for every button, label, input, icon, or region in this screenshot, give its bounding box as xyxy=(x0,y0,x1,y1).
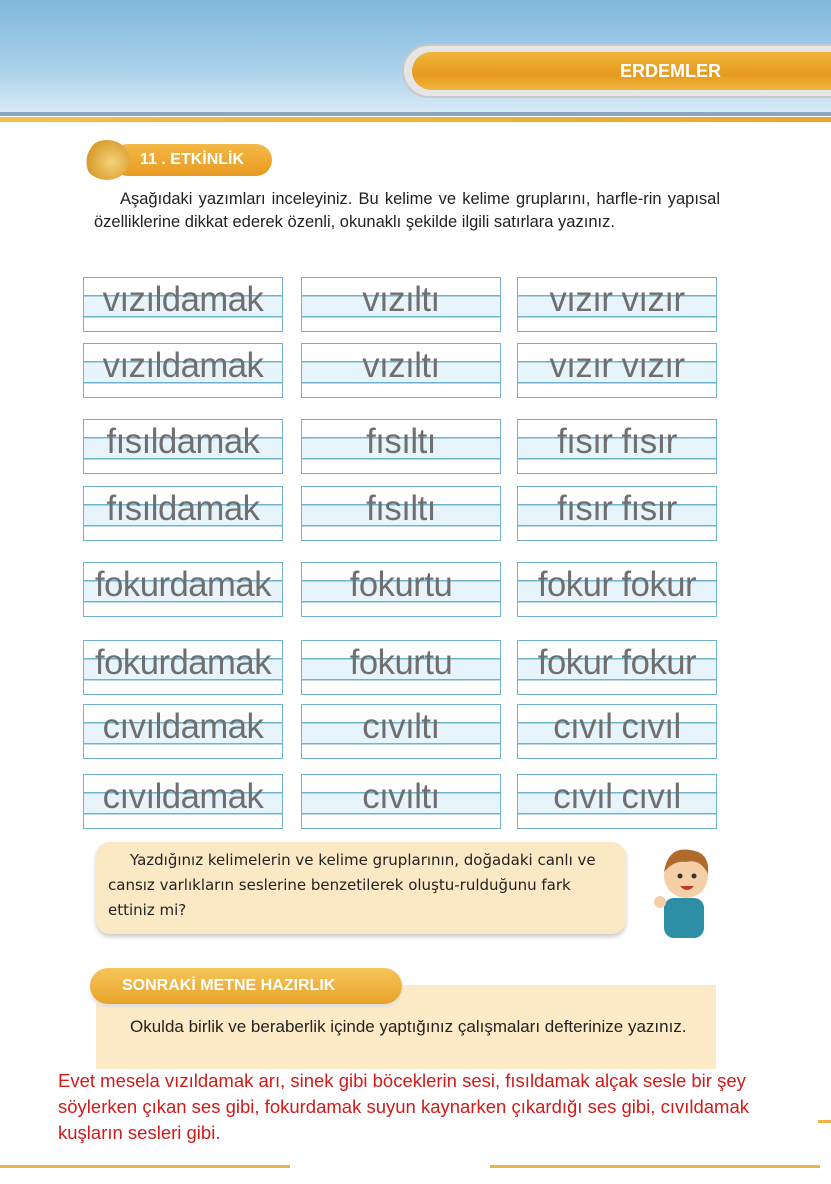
chapter-title: ERDEMLER xyxy=(412,52,831,90)
word: cıvıl cıvıl xyxy=(553,777,681,816)
bubble-text: Yazdığınız kelimelerin ve kelime gruplarının, doğadaki canlı ve cansız varlıkların seslerine benzetilerek oluştu-rulduğunu fark ettiniz mi? xyxy=(108,851,596,919)
writing-box xyxy=(83,486,283,541)
activity-label: 11 . ETKİNLİK xyxy=(112,144,272,176)
speech-bubble xyxy=(96,842,626,934)
writing-box xyxy=(517,419,717,474)
writing-box xyxy=(301,343,501,398)
word: fokurdamak xyxy=(94,643,272,682)
writing-box xyxy=(517,640,717,695)
word: vızıldamak xyxy=(102,346,264,385)
handwritten-answer: Evet mesela vızıldamak arı, sinek gibi böceklerin sesi, fısıldamak alçak sesle bir şey söylerken çıkan ses gibi, fokurdamak suyun kaynarken çıkardığı ses gibi, cıvıldamak kuşların sesleri gibi. xyxy=(58,1070,749,1143)
writing-box xyxy=(301,640,501,695)
word: vızır vızır xyxy=(549,280,685,319)
word: fısır fısır xyxy=(557,489,677,528)
word: fokur fokur xyxy=(537,565,697,604)
word: cıvıltı xyxy=(362,707,440,746)
activity-instruction xyxy=(94,188,720,234)
chapter-badge xyxy=(402,44,831,98)
writing-box xyxy=(517,704,717,759)
next-text-paragraph: Okulda birlik ve beraberlik içinde yaptığınız çalışmaları defterinize yazınız. xyxy=(130,1017,687,1036)
word: vızır vızır xyxy=(549,346,685,385)
writing-box xyxy=(83,774,283,829)
writing-box xyxy=(83,343,283,398)
writing-box xyxy=(517,774,717,829)
word: fısıldamak xyxy=(106,422,260,461)
next-text-body xyxy=(106,1013,712,1040)
activity-icon xyxy=(84,140,130,180)
writing-box xyxy=(83,640,283,695)
footer-line xyxy=(818,1120,831,1123)
writing-box xyxy=(517,343,717,398)
word: fokurdamak xyxy=(94,565,272,604)
word: fokur fokur xyxy=(537,643,697,682)
word: vızıltı xyxy=(362,280,440,319)
next-text-label: SONRAKİ METNE HAZIRLIK xyxy=(90,968,402,1004)
writing-box xyxy=(83,562,283,617)
word: fısıltı xyxy=(366,489,436,528)
writing-box xyxy=(83,704,283,759)
word: fokurtu xyxy=(349,643,453,682)
footer-line xyxy=(490,1165,820,1168)
writing-box xyxy=(517,277,717,332)
writing-box xyxy=(83,419,283,474)
word: cıvıldamak xyxy=(102,707,264,746)
writing-box xyxy=(301,419,501,474)
word: cıvıldamak xyxy=(102,777,264,816)
writing-box xyxy=(301,562,501,617)
instruction-text: Aşağıdaki yazımları inceleyiniz. Bu kelime ve kelime gruplarını, harfle-rin yapısal özelliklerine dikkat ederek özenli, okunaklı şekilde ilgili satırlara yazınız. xyxy=(94,190,720,231)
writing-box xyxy=(517,562,717,617)
boy-illustration-icon xyxy=(650,840,720,940)
word: vızıldamak xyxy=(102,280,264,319)
writing-box xyxy=(517,486,717,541)
word: cıvıltı xyxy=(362,777,440,816)
writing-box xyxy=(301,704,501,759)
footer-line xyxy=(0,1165,290,1168)
word: fısır fısır xyxy=(557,422,677,461)
writing-box xyxy=(301,774,501,829)
writing-box xyxy=(301,486,501,541)
writing-box xyxy=(83,277,283,332)
writing-box xyxy=(301,277,501,332)
divider xyxy=(0,117,831,122)
word: fısıltı xyxy=(366,422,436,461)
word: fısıldamak xyxy=(106,489,260,528)
activity-badge xyxy=(84,140,274,180)
word: cıvıl cıvıl xyxy=(553,707,681,746)
word: vızıltı xyxy=(362,346,440,385)
word: fokurtu xyxy=(349,565,453,604)
divider xyxy=(0,112,831,116)
